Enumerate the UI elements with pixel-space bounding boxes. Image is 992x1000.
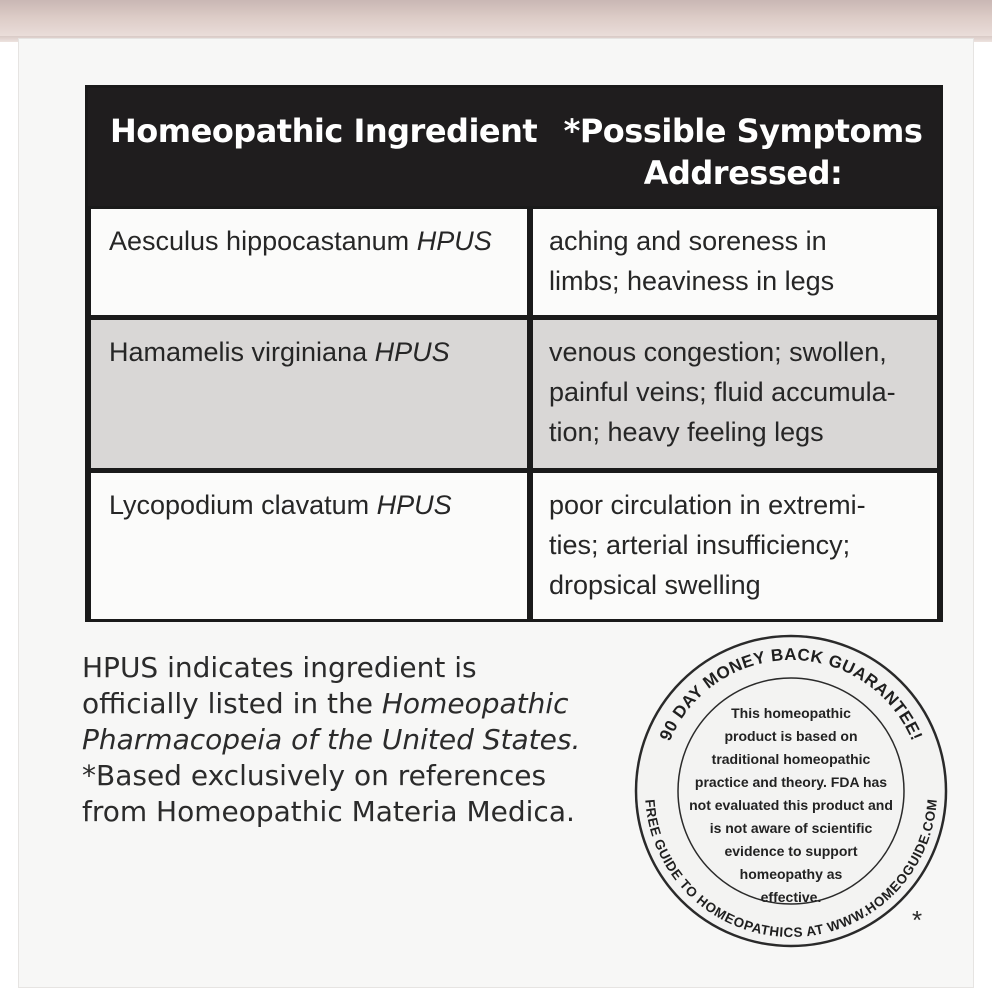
table-row-3-ingredient <box>91 473 527 619</box>
footnote-line <box>82 686 642 722</box>
symptom-line: limbs; heaviness in legs <box>549 266 835 296</box>
header-symptoms-line1: *Possible Symptoms <box>563 112 923 150</box>
ingredient-name: Hamamelis virginiana <box>109 337 368 367</box>
table-row-3-symptoms <box>533 473 937 619</box>
symptom-line: poor circulation in extremi- <box>549 490 866 520</box>
asterisk-mark: * <box>912 905 923 935</box>
seal-line: traditional homeopathic <box>711 751 871 767</box>
seal-line: evidence to support <box>724 843 858 859</box>
seal-line: effective. <box>760 889 822 905</box>
seal-arc-bottom-text: FREE GUIDE TO HOMEOPATHICS AT WWW.HOMEOGUIDE.COM <box>642 798 940 940</box>
money-back-guarantee-seal <box>632 632 950 950</box>
footnote-line: from Homeopathic Materia Medica. <box>82 795 575 828</box>
footnote-text: officially listed in the <box>82 687 382 720</box>
table-row-1-ingredient <box>91 209 527 315</box>
header-symptoms-line2: Addressed: <box>643 154 843 192</box>
symptom-line: aching and soreness in <box>549 226 827 256</box>
footnote-line: HPUS indicates ingredient is <box>82 651 477 684</box>
table-row-1-symptoms <box>533 209 937 315</box>
hpus-label: HPUS <box>374 337 450 367</box>
symptom-line: dropsical swelling <box>549 570 761 600</box>
table-row-2-ingredient <box>91 320 527 468</box>
symptom-line: tion; heavy feeling legs <box>549 417 824 447</box>
symptom-line: painful veins; fluid accumula- <box>549 377 896 407</box>
seal-arc-top-text: 90 DAY MONEY BACK GUARANTEE! <box>655 645 927 744</box>
table-row-2-symptoms <box>533 320 937 468</box>
symptom-line: ties; arterial insufficiency; <box>549 530 851 560</box>
seal-line: not evaluated this product and <box>689 797 893 813</box>
ingredients-table <box>85 85 943 622</box>
seal-line: This homeopathic <box>731 705 851 721</box>
box-top-edge <box>0 0 992 42</box>
header-symptoms <box>558 110 928 194</box>
footnote-line: *Based exclusively on references <box>82 759 547 792</box>
header-ingredient: Homeopathic Ingredient <box>110 112 538 150</box>
seal-line: product is based on <box>724 728 858 744</box>
seal-line: is not aware of scientific <box>709 820 873 836</box>
footnote-italic: Pharmacopeia of the United States. <box>82 723 581 756</box>
hpus-footnote <box>82 650 642 830</box>
hpus-label: HPUS <box>416 226 492 256</box>
hpus-label: HPUS <box>376 490 452 520</box>
footnote-italic: Homeopathic <box>381 687 569 720</box>
ingredient-name: Lycopodium clavatum <box>109 490 370 520</box>
seal-line: homeopathy as <box>739 866 843 882</box>
ingredient-name: Aesculus hippocastanum <box>109 226 410 256</box>
table-header <box>88 88 940 206</box>
symptom-line: venous congestion; swollen, <box>549 337 887 367</box>
footnote-line <box>82 722 642 758</box>
seal-line: practice and theory. FDA has <box>694 774 888 790</box>
